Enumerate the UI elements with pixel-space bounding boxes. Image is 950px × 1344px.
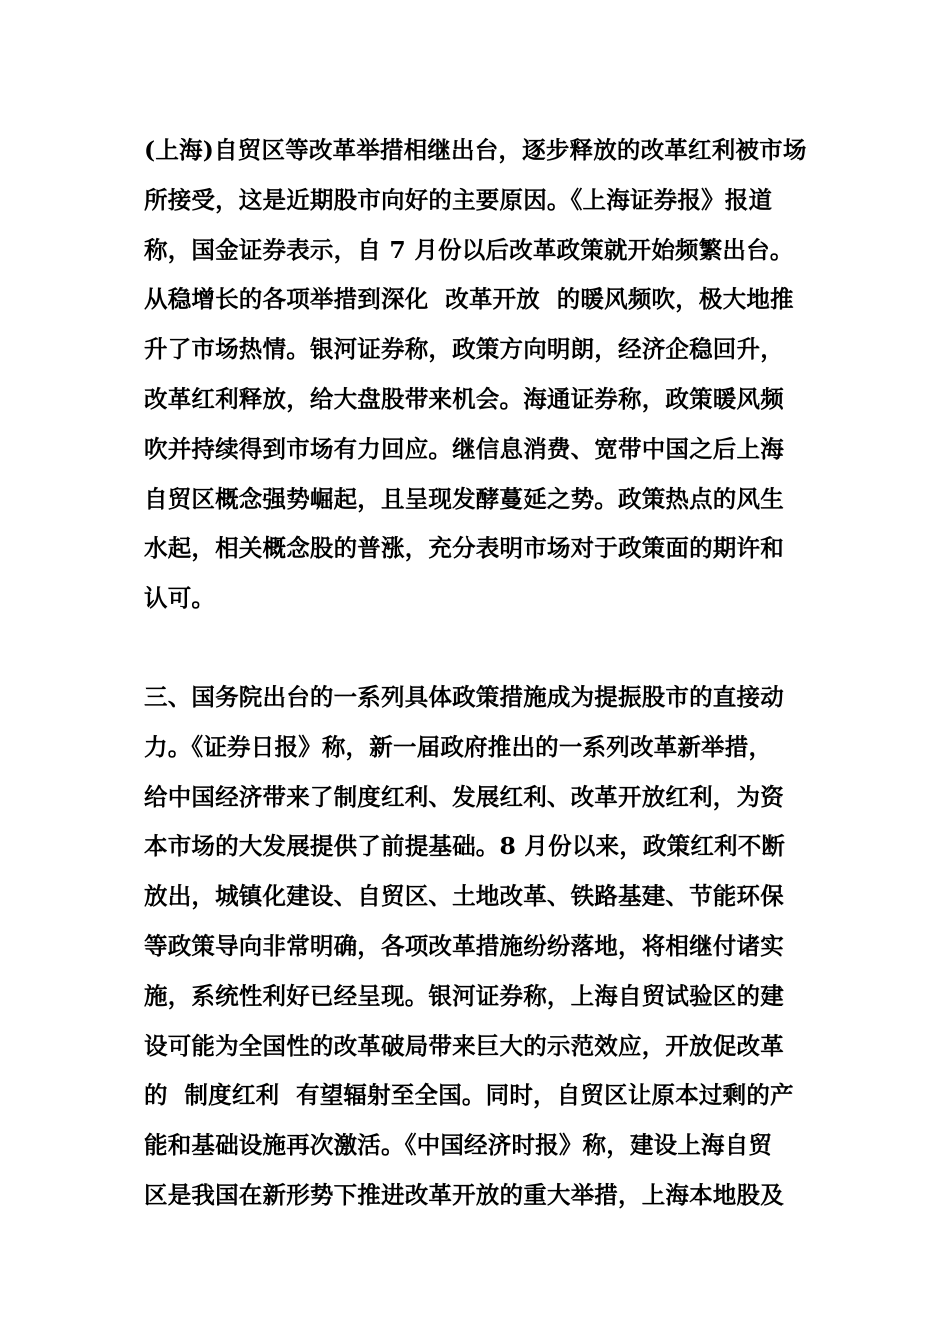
text-line: 施，系统性利好已经呈现。银河证券称，上海自贸试验区的建	[144, 981, 784, 1010]
text-line: 设可能为全国性的改革破局带来巨大的示范效应，开放促改革	[144, 1031, 784, 1060]
text-line: 给中国经济带来了制度红利、发展红利、改革开放红利，为资	[144, 782, 784, 811]
text-line: 能和基础设施再次激活。《中国经济时报》称，建设上海自贸	[144, 1131, 773, 1160]
text-line: 吹并持续得到市场有力回应。继信息消费、宽带中国之后上海	[144, 434, 784, 463]
text-line: 本市场的大发展提供了前提基础。8 月份以来，政策红利不断	[144, 832, 786, 861]
paragraph-reform-dividend	[144, 126, 814, 624]
text-line: 自贸区概念强势崛起，且呈现发酵蔓延之势。政策热点的风生	[144, 484, 784, 513]
text-line: 改革红利释放，给大盘股带来机会。海通证券称，政策暖风频	[144, 384, 784, 413]
text-line: 称，国金证券表示，自 7 月份以后改革政策就开始频繁出台。	[144, 235, 794, 264]
text-line: 区是我国在新形势下推进改革开放的重大举措，上海本地股及	[144, 1180, 784, 1209]
text-line: 所接受，这是近期股市向好的主要原因。《上海证券报》报道	[144, 185, 773, 214]
text-line: 三、国务院出台的一系列具体政策措施成为提振股市的直接动	[144, 683, 784, 711]
text-line: (上海)自贸区等改革举措相继出台，逐步释放的改革红利被市场	[144, 136, 807, 164]
text-line: 升了市场热情。银河证券称，政策方向明朗，经济企稳回升，	[144, 335, 784, 364]
text-line: 水起，相关概念股的普涨，充分表明市场对于政策面的期许和	[144, 534, 784, 563]
text-line: 等政策导向非常明确，各项改革措施纷纷落地，将相继付诸实	[144, 931, 784, 960]
text-line: 力。《证券日报》称，新一届政府推出的一系列改革新举措，	[144, 732, 773, 761]
text-line: 从稳增长的各项举措到深化 改革开放 的暖风频吹，极大地推	[144, 285, 794, 314]
text-line: 放出，城镇化建设、自贸区、土地改革、铁路基建、节能环保	[144, 882, 784, 911]
text-line: 的 制度红利 有望辐射至全国。同时，自贸区让原本过剩的产	[144, 1081, 794, 1110]
text-line: 认可。	[144, 584, 216, 613]
paragraph-state-council-policy	[144, 673, 814, 1221]
